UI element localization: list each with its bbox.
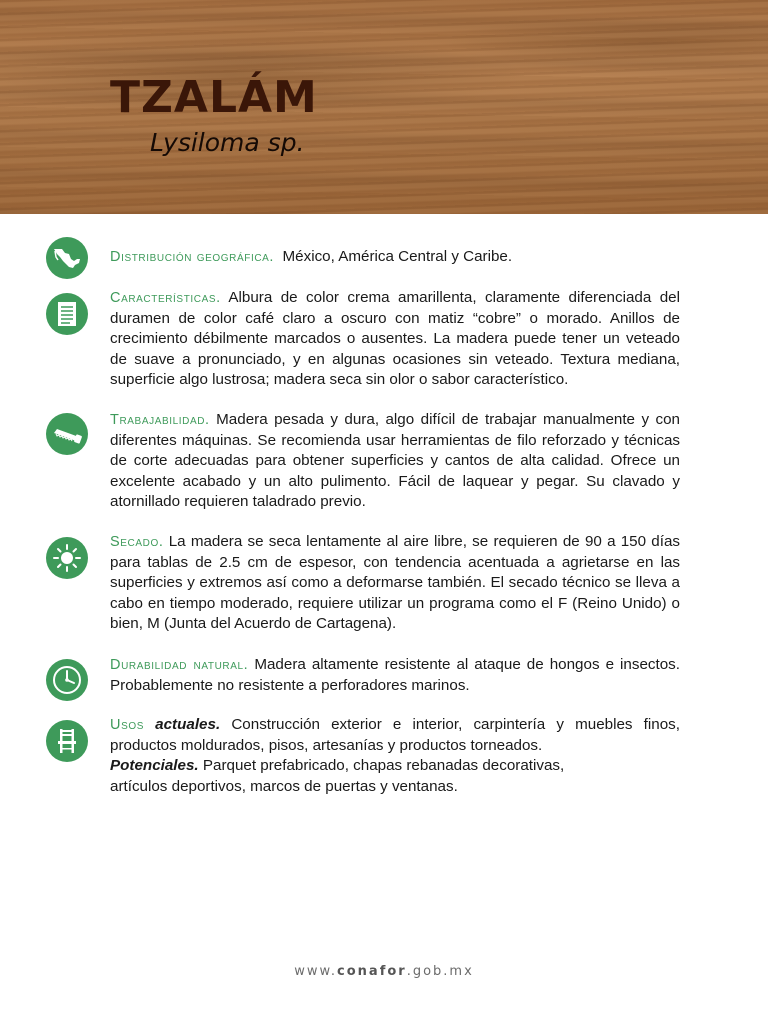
document-icon [46,293,88,335]
saw-icon [46,413,88,455]
section-text: Madera pesada y dura, algo difícil de trabajar manualmente y con diferentes máquinas. Se recomienda usar herramientas de filo reforzado y técnicas de corte adecuadas para obtener superficies y cantos de alta calidad. Ofrece un excelente acabado y un alto pulimento. Fácil de laquear y pegar. Su clavado y atornillado requieren taladrado previo. [110,411,680,510]
section-label: Distribución geográfica. [110,249,275,265]
scientific-name: Lysiloma sp. [150,128,305,157]
section-label: Durabilidad natural. [110,657,249,673]
section-trabajabilidad [110,410,680,513]
section-usos [110,715,680,797]
url-prefix: www. [294,964,338,979]
section-label: Características. [110,290,221,306]
section-sublabel-actuales: actuales. [155,716,221,733]
section-sublabel-potenciales: Potenciales. [110,757,199,774]
section-text: Madera altamente resistente al ataque de hongos e insectos. Probablemente no resistente a perforadores marinos. [110,656,680,694]
sun-icon [46,537,88,579]
wood-header-banner [0,0,768,214]
page-title: TZALÁM [110,72,318,123]
footer-url[interactable] [0,964,768,979]
url-brand: conafor [337,964,407,979]
section-durabilidad [110,655,680,696]
clock-icon [46,659,88,701]
section-distribucion [110,247,680,268]
section-label: Trabajabilidad. [110,412,210,428]
section-caracteristicas [110,288,680,391]
section-secado [110,532,680,635]
section-label: Usos [110,717,144,733]
section-text: La madera se seca lentamente al aire libre, se requieren de 90 a 150 días para tablas de 2.5 cm de espesor, con tendencia acentuada a agrietarse en las superficies y extremos así como a deformarse también. El secado técnico se lleva a cabo en tiempo moderado, requiere utilizar un programa como el F (Reino Unido) o bien, M (Junta del Acuerdo de Cartagena). [110,533,680,632]
section-text: Albura de color crema amarillenta, claramente diferenciada del duramen de color café claro a oscuro con matiz “cobre” o morado. Anillos de crecimiento débilmente marcados o ausentes. La madera puede tener un veteado de suave a pronunciado, y en algunas ocasiones sin veteado. Textura mediana, superficie algo lustrosa; madera seca sin olor o sabor característico. [110,289,680,388]
section-text: Construcción exterior e interior, carpintería y muebles finos, productos moldurados, pisos, artesanías y productos torneados. [110,716,680,754]
section-text-2: Parquet prefabricado, chapas rebanadas decorativas, [202,757,565,774]
section-label: Secado. [110,534,164,550]
url-suffix: .gob.mx [406,964,474,979]
chair-icon [46,720,88,762]
section-text-3: artículos deportivos, marcos de puertas y ventanas. [110,777,458,795]
mexico-map-icon [46,237,88,279]
section-text: México, América Central y Caribe. [282,248,513,265]
